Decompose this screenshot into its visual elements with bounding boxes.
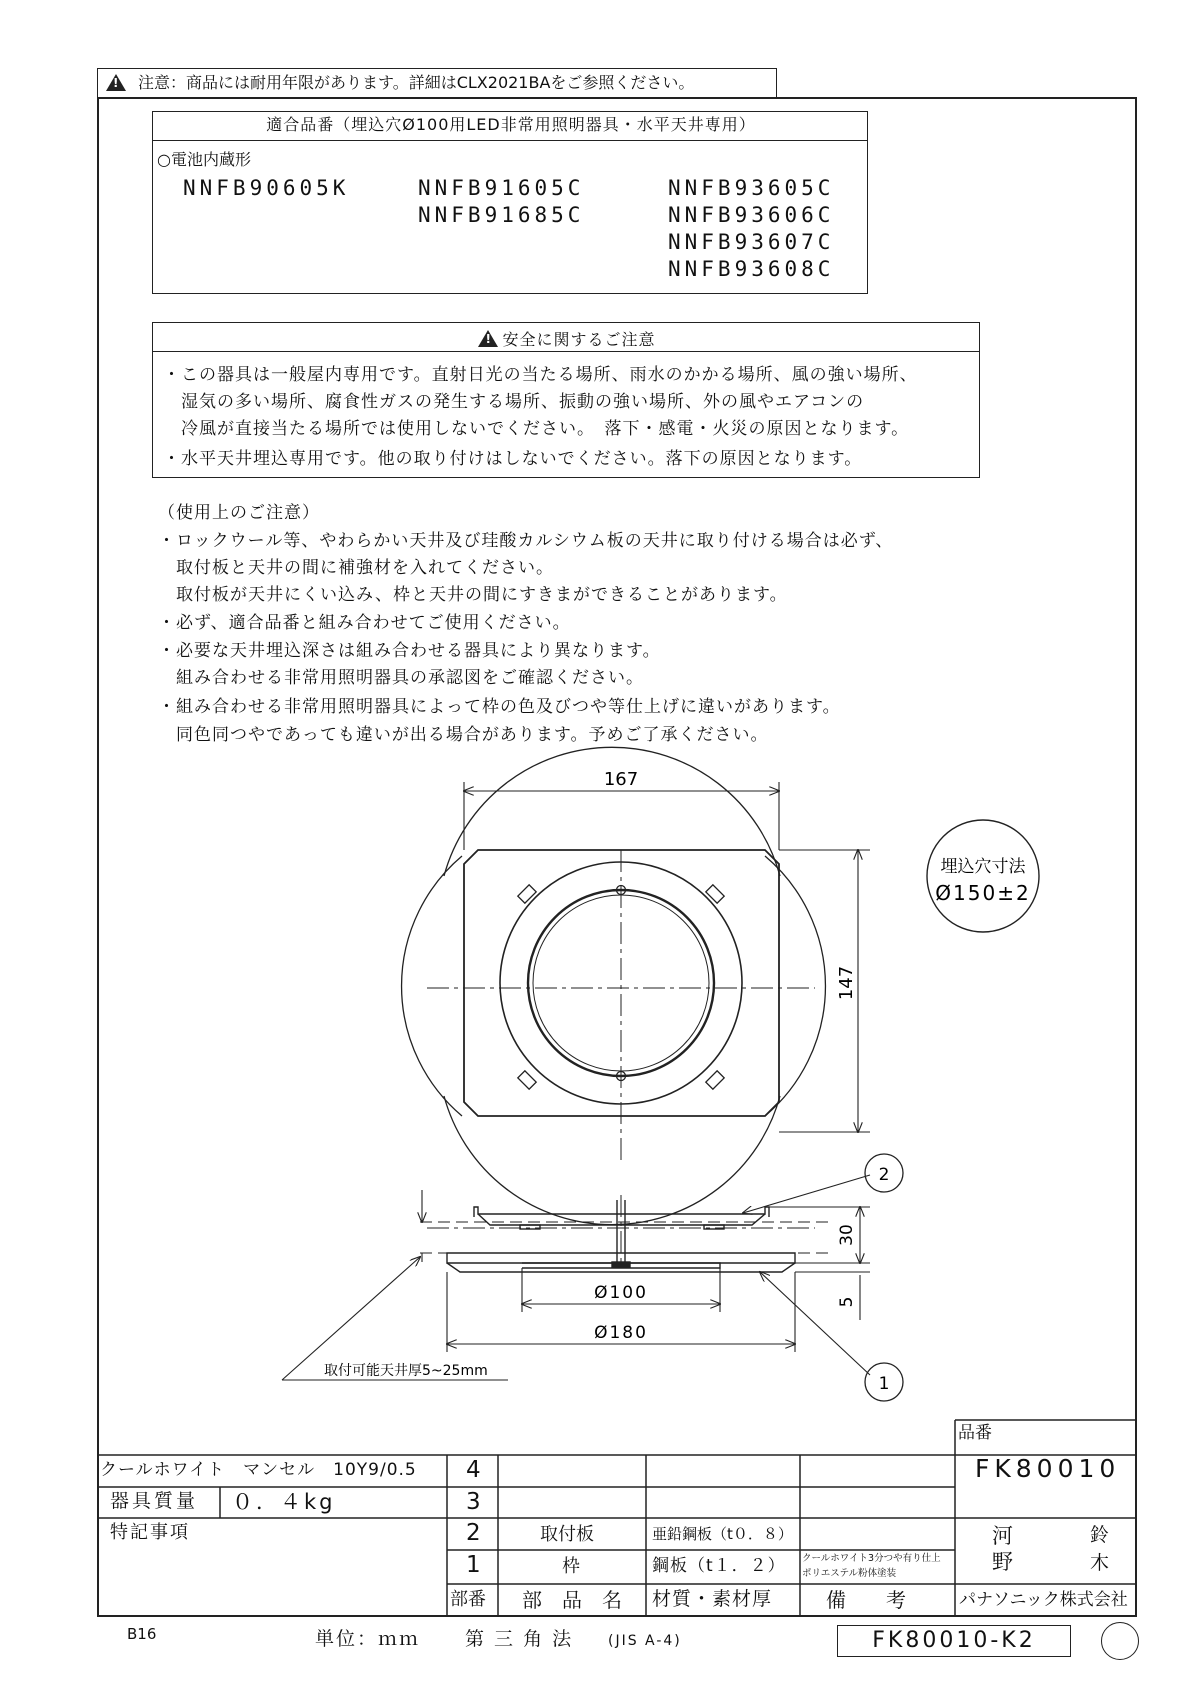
- part1-material: 鋼板（t１．２）: [652, 1556, 786, 1576]
- cutout-label: 埋込穴寸法: [940, 857, 1026, 877]
- header-note: 備 考: [826, 1588, 906, 1612]
- dim-d180: Ø180: [594, 1323, 648, 1343]
- part1-name: 枠: [562, 1556, 580, 1577]
- drawing-number: FK80010-K2: [872, 1628, 1036, 1653]
- dim-height: 147: [836, 965, 857, 1001]
- header-part-name: 部 品 名: [522, 1588, 622, 1612]
- usage-title: （使用上のご注意）: [158, 503, 320, 523]
- usage-line: 取付板が天井にくい込み、枠と天井の間にすきまができることがあります。: [158, 585, 788, 605]
- model-number: NNFB93605C: [668, 176, 835, 200]
- safety-line: 湿気の多い場所、腐食性ガスの発生する場所、振動の強い場所、外の風やエアコンの: [163, 392, 865, 412]
- model-number: NNFB90605K: [183, 176, 350, 200]
- row-number: 1: [466, 1552, 481, 1578]
- part2-material: 亜鉛鋼板（t０．８）: [652, 1525, 793, 1543]
- part1-note: ポリエステル粉体塗装: [802, 1568, 897, 1579]
- company-name: パナソニック株式会社: [959, 1590, 1128, 1610]
- model-number: NNFB93606C: [668, 203, 835, 227]
- model-number: NNFB91605C: [418, 176, 585, 200]
- safety-line: 冷風が直接当たる場所では使用しないでください。 落下・感電・火災の原因となります。: [163, 419, 910, 439]
- callout-2: 2: [878, 1165, 890, 1185]
- unit-note: 単位：ｍｍ: [315, 1628, 421, 1650]
- part2-name: 取付板: [540, 1524, 594, 1545]
- header-part-no: 部番: [450, 1589, 486, 1610]
- safety-title: 安全に関するご注意: [502, 330, 656, 349]
- safety-line: ・水平天井埋込専用です。他の取り付けはしないでください。落下の原因となります。: [163, 449, 863, 469]
- part1-note: クールホワイト3分つや有り仕上: [802, 1553, 941, 1564]
- usage-line: ・ロックウール等、やわらかい天井及び珪酸カルシウム板の天井に取り付ける場合は必ず、: [158, 531, 894, 551]
- projection-note: 第 三 角 法: [465, 1628, 574, 1650]
- frame-ring-top: [444, 747, 780, 876]
- usage-line: 組み合わせる非常用照明器具の承認図をご確認ください。: [158, 668, 644, 688]
- compatible-subtitle: ○電池内蔵形: [157, 150, 251, 169]
- remarks-label: 特記事項: [110, 1522, 190, 1543]
- callout-1: 1: [878, 1374, 890, 1394]
- signature: 木: [1090, 1552, 1110, 1574]
- sheet-code: B16: [127, 1625, 157, 1643]
- weight-value: ０．４kg: [232, 1490, 336, 1514]
- signature: 野: [992, 1550, 1013, 1574]
- notice-text: 注意：商品には耐用年限があります。詳細はCLX2021BAをご参照ください。: [138, 73, 695, 92]
- signature: 鈴: [1090, 1524, 1110, 1546]
- signature: 河: [992, 1524, 1013, 1548]
- safety-line: ・この器具は一般屋内専用です。直射日光の当たる場所、雨水のかかる場所、風の強い場所、: [163, 365, 918, 385]
- compatible-title: 適合品番（埋込穴Ø100用LED非常用照明器具・水平天井専用）: [266, 115, 756, 134]
- dim-30: 30: [837, 1224, 857, 1246]
- usage-line: ・必要な天井埋込深さは組み合わせる器具により異なります。: [158, 641, 661, 661]
- finish-spec: クールホワイト マンセル 10Y9/0.5: [100, 1460, 417, 1480]
- ceiling-thickness-note: 取付可能天井厚5~25mm: [324, 1363, 488, 1379]
- dim-d100: Ø100: [594, 1283, 648, 1303]
- usage-line: ・組み合わせる非常用照明器具によって枠の色及びつや等仕上げに違いがあります。: [158, 697, 841, 717]
- model-number: NNFB91685C: [418, 203, 585, 227]
- drawing-number-box: [837, 1625, 1071, 1657]
- model-number: NNFB93607C: [668, 230, 835, 254]
- row-number: 2: [466, 1520, 481, 1546]
- weight-label: 器具質量: [110, 1490, 199, 1512]
- part-no-label: 品番: [958, 1423, 992, 1443]
- row-number: 4: [466, 1457, 481, 1483]
- revision-circle: [1101, 1622, 1139, 1660]
- header-material: 材質・素材厚: [652, 1588, 773, 1610]
- row-number: 3: [466, 1489, 481, 1515]
- usage-line: 同色同つやであっても違いが出る場合があります。予めご了承ください。: [158, 725, 769, 745]
- dim-5: 5: [837, 1296, 857, 1308]
- paper-size: (JIS A-4): [608, 1633, 682, 1649]
- usage-line: 取付板と天井の間に補強材を入れてください。: [158, 558, 554, 578]
- model-number: NNFB93608C: [668, 257, 835, 281]
- usage-line: ・必ず、適合品番と組み合わせてご使用ください。: [158, 613, 571, 633]
- cutout-value: Ø150±2: [935, 881, 1031, 905]
- dim-width: 167: [603, 769, 639, 790]
- part-no: FK80010: [975, 1454, 1121, 1483]
